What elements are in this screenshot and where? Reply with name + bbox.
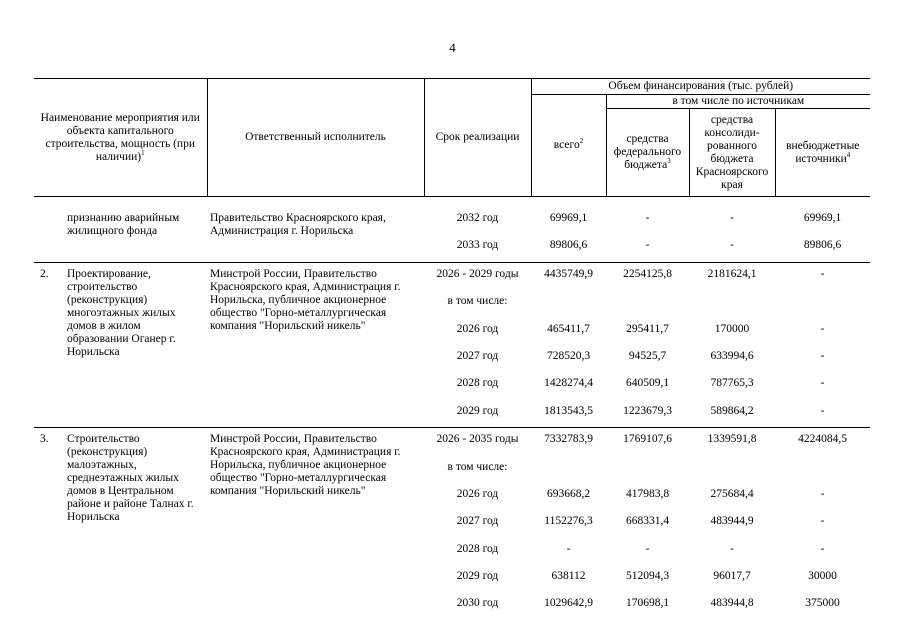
regional-cell <box>689 290 775 317</box>
table-body <box>34 207 870 620</box>
total-cell: 728520,3 <box>546 349 591 362</box>
extra-cell: - <box>820 322 825 335</box>
period-cell: 2026 год <box>456 322 499 335</box>
extra-cell <box>775 456 870 483</box>
federal-cell: 668331,4 <box>625 515 670 528</box>
federal-cell: 1769107,6 <box>606 428 689 456</box>
regional-cell: - <box>730 212 734 224</box>
regional-cell: 170000 <box>714 322 750 335</box>
total-cell: 1029642,9 <box>544 597 593 610</box>
total-cell: 69969,1 <box>549 212 588 224</box>
regional-cell: 96017,7 <box>713 570 751 583</box>
total-cell: 693668,2 <box>546 487 591 500</box>
header-period: Срок реализации <box>424 79 531 197</box>
table-row <box>34 428 870 456</box>
extra-cell: - <box>820 377 825 390</box>
item-executor: Минстрой России, Правительство Красноярского края, Администрация г. Норильска, публичное акционерное общество "Горно-металлургическая компания "Норильский никель" <box>207 428 424 620</box>
extra-cell: 375000 <box>805 597 840 610</box>
total-cell: - <box>566 542 571 555</box>
total-cell: 638112 <box>551 570 586 583</box>
header-name-sup: 1 <box>141 148 145 157</box>
federal-cell: 295411,7 <box>626 322 669 335</box>
extra-cell: - <box>820 349 825 362</box>
total-cell: 1813543,5 <box>544 404 593 417</box>
total-cell: 4435749,9 <box>531 262 606 290</box>
header-extra-cell <box>775 109 870 197</box>
extra-cell: - <box>820 542 825 555</box>
regional-cell: 787765,3 <box>710 377 754 390</box>
header-sources: в том числе по источникам <box>606 95 870 109</box>
item-name: признанию аварийным жилищного фонда <box>67 212 180 237</box>
header-name: Наименование мероприятия или объекта капитального строительства, мощность (при наличии) <box>40 111 200 163</box>
header-federal: средства федерального бюджета <box>613 133 682 171</box>
period-cell: 2029 год <box>456 404 499 417</box>
extra-cell: 69969,1 <box>803 212 842 224</box>
regional-cell <box>689 456 775 483</box>
regional-cell: - <box>730 542 734 555</box>
regional-cell: 483944,9 <box>710 515 754 528</box>
table-row <box>34 262 870 290</box>
total-cell: 1428274,4 <box>544 377 593 390</box>
period-cell: 2026 год <box>456 487 499 500</box>
federal-cell: 1223679,3 <box>623 404 672 417</box>
item-executor: Правительство Красноярского края, Администрация г. Норильска <box>210 212 386 237</box>
header-extra-sup: 4 <box>846 150 851 159</box>
regional-cell: 633994,6 <box>710 349 754 362</box>
extra-cell: - <box>820 404 825 417</box>
page-number: 4 <box>449 40 456 55</box>
table-row <box>34 207 870 234</box>
federal-cell: - <box>645 542 650 555</box>
item-number <box>34 207 64 262</box>
period-cell: 2027 год <box>456 349 499 362</box>
item-number: 2. <box>34 262 64 427</box>
federal-cell: 170698,1 <box>625 597 670 610</box>
federal-cell: - <box>645 212 650 224</box>
federal-cell: 512094,3 <box>625 570 670 583</box>
header-funding: Объем финансирования (тыс. рублей) <box>531 79 870 95</box>
period-cell: 2028 год <box>456 542 499 555</box>
extra-cell: - <box>820 515 825 528</box>
extra-cell: - <box>775 262 870 290</box>
extra-cell: 4224084,5 <box>775 428 870 456</box>
period-cell: в том числе: <box>447 460 508 473</box>
federal-cell <box>606 456 689 483</box>
federal-cell: 640509,1 <box>625 377 670 390</box>
item-executor: Минстрой России, Правительство Красноярского края, Администрация г. Норильска, публичное акционерное общество "Горно-металлургическая компания "Норильский никель" <box>207 262 424 427</box>
federal-cell: - <box>645 239 650 252</box>
regional-cell: 483944,8 <box>710 597 754 610</box>
header-name-cell <box>34 79 207 197</box>
total-cell: 89806,6 <box>549 239 588 252</box>
header-extra: внебюджетные источники <box>786 139 860 165</box>
period-cell: 2027 год <box>456 515 499 528</box>
total-cell: 465411,7 <box>547 322 590 335</box>
table-header <box>34 78 870 197</box>
period-cell: 2030 год <box>456 597 499 610</box>
extra-cell: - <box>820 487 825 500</box>
period-cell: 2028 год <box>456 377 499 390</box>
period-cell: в том числе: <box>447 295 508 308</box>
total-cell <box>531 290 606 317</box>
extra-cell <box>775 290 870 317</box>
extra-cell: 89806,6 <box>803 239 842 252</box>
header-federal-cell <box>606 109 689 197</box>
item-name: Проектирование, строительство (реконструкция) многоэтажных жилых домов в жилом образовании Оганер г. Норильска <box>64 262 207 427</box>
header-total: всего <box>553 139 580 151</box>
federal-cell <box>606 290 689 317</box>
regional-cell: 2181624,1 <box>689 262 775 290</box>
federal-cell: 417983,8 <box>625 487 670 500</box>
period-cell: 2032 год <box>456 212 499 224</box>
total-cell <box>531 456 606 483</box>
item-number: 3. <box>34 428 64 620</box>
header-total-sup: 2 <box>579 137 584 146</box>
header-executor: Ответственный исполнитель <box>207 79 424 197</box>
total-cell: 7332783,9 <box>531 428 606 456</box>
federal-cell: 2254125,8 <box>606 262 689 290</box>
extra-cell: 30000 <box>808 570 837 583</box>
header-total-cell <box>531 95 606 197</box>
period-cell: 2026 - 2029 годы <box>424 262 531 290</box>
period-cell: 2026 - 2035 годы <box>424 428 531 456</box>
header-regional: средства консолиди-рованного бюджета Красноярского края <box>689 109 775 197</box>
total-cell: 1152276,3 <box>544 515 593 528</box>
regional-cell: 275684,4 <box>710 487 754 500</box>
regional-cell: - <box>730 239 734 252</box>
federal-cell: 94525,7 <box>628 349 667 362</box>
regional-cell: 589864,2 <box>710 404 754 417</box>
period-cell: 2029 год <box>456 570 499 583</box>
header-federal-sup: 3 <box>667 157 671 166</box>
period-cell: 2033 год <box>456 239 499 252</box>
item-name: Строительство (реконструкция) малоэтажных, среднеэтажных жилых домов в Центральном районе и районе Талнах г. Норильска <box>64 428 207 620</box>
regional-cell: 1339591,8 <box>689 428 775 456</box>
